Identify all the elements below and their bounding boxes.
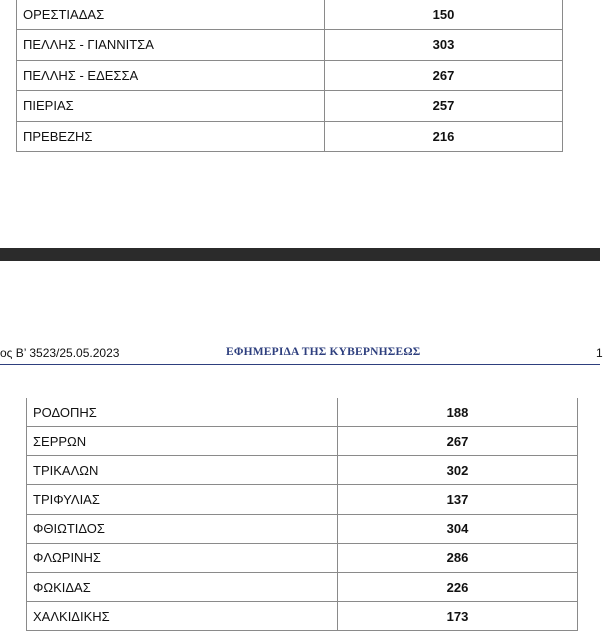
region-value: 303 bbox=[325, 30, 563, 61]
region-value: 257 bbox=[325, 91, 563, 122]
region-value: 173 bbox=[338, 602, 578, 631]
region-name: ΣΕΡΡΩΝ bbox=[27, 427, 338, 456]
page-number: 1 bbox=[596, 346, 603, 360]
region-value: 188 bbox=[338, 398, 578, 427]
table-row bbox=[27, 514, 578, 543]
region-value: 226 bbox=[338, 572, 578, 601]
table-row bbox=[27, 602, 578, 631]
table-row bbox=[27, 398, 578, 427]
region-value: 286 bbox=[338, 543, 578, 572]
region-name: ΦΘΙΩΤΙΔΟΣ bbox=[27, 514, 338, 543]
table-row bbox=[17, 30, 563, 61]
region-value: 150 bbox=[325, 0, 563, 30]
gazette-issue-reference: ος Β’ 3523/25.05.2023 bbox=[0, 346, 120, 360]
region-name: ΧΑΛΚΙΔΙΚΗΣ bbox=[27, 602, 338, 631]
region-name: ΤΡΙΚΑΛΩΝ bbox=[27, 456, 338, 485]
table-row bbox=[27, 427, 578, 456]
region-value: 304 bbox=[338, 514, 578, 543]
table-row bbox=[27, 456, 578, 485]
region-value: 216 bbox=[325, 121, 563, 152]
region-name: ΠΕΛΛΗΣ - ΓΙΑΝΝΙΤΣΑ bbox=[17, 30, 325, 61]
region-name: ΡΟΔΟΠΗΣ bbox=[27, 398, 338, 427]
region-value: 267 bbox=[338, 427, 578, 456]
region-value: 302 bbox=[338, 456, 578, 485]
region-name: ΦΩΚΙΔΑΣ bbox=[27, 572, 338, 601]
region-name: ΤΡΙΦΥΛΙΑΣ bbox=[27, 485, 338, 514]
page-separator-bar bbox=[0, 248, 600, 261]
region-name: ΠΕΛΛΗΣ - ΕΔΕΣΣΑ bbox=[17, 60, 325, 91]
table-row bbox=[27, 572, 578, 601]
region-name: ΠΙΕΡΙΑΣ bbox=[17, 91, 325, 122]
table-bottom bbox=[26, 398, 578, 631]
gazette-title: ΕΦΗΜΕΡΙΔΑ ΤΗΣ ΚΥΒΕΡΝΗΣΕΩΣ bbox=[226, 346, 421, 358]
region-name: ΟΡΕΣΤΙΑΔΑΣ bbox=[17, 0, 325, 30]
region-value: 267 bbox=[325, 60, 563, 91]
region-value: 137 bbox=[338, 485, 578, 514]
header-rule bbox=[0, 364, 600, 365]
table-row bbox=[17, 121, 563, 152]
table-row bbox=[17, 60, 563, 91]
region-name: ΠΡΕΒΕΖΗΣ bbox=[17, 121, 325, 152]
table-top bbox=[16, 0, 563, 152]
region-name: ΦΛΩΡΙΝΗΣ bbox=[27, 543, 338, 572]
table-row bbox=[17, 0, 563, 30]
table-row bbox=[27, 485, 578, 514]
table-row bbox=[17, 91, 563, 122]
table-row bbox=[27, 543, 578, 572]
